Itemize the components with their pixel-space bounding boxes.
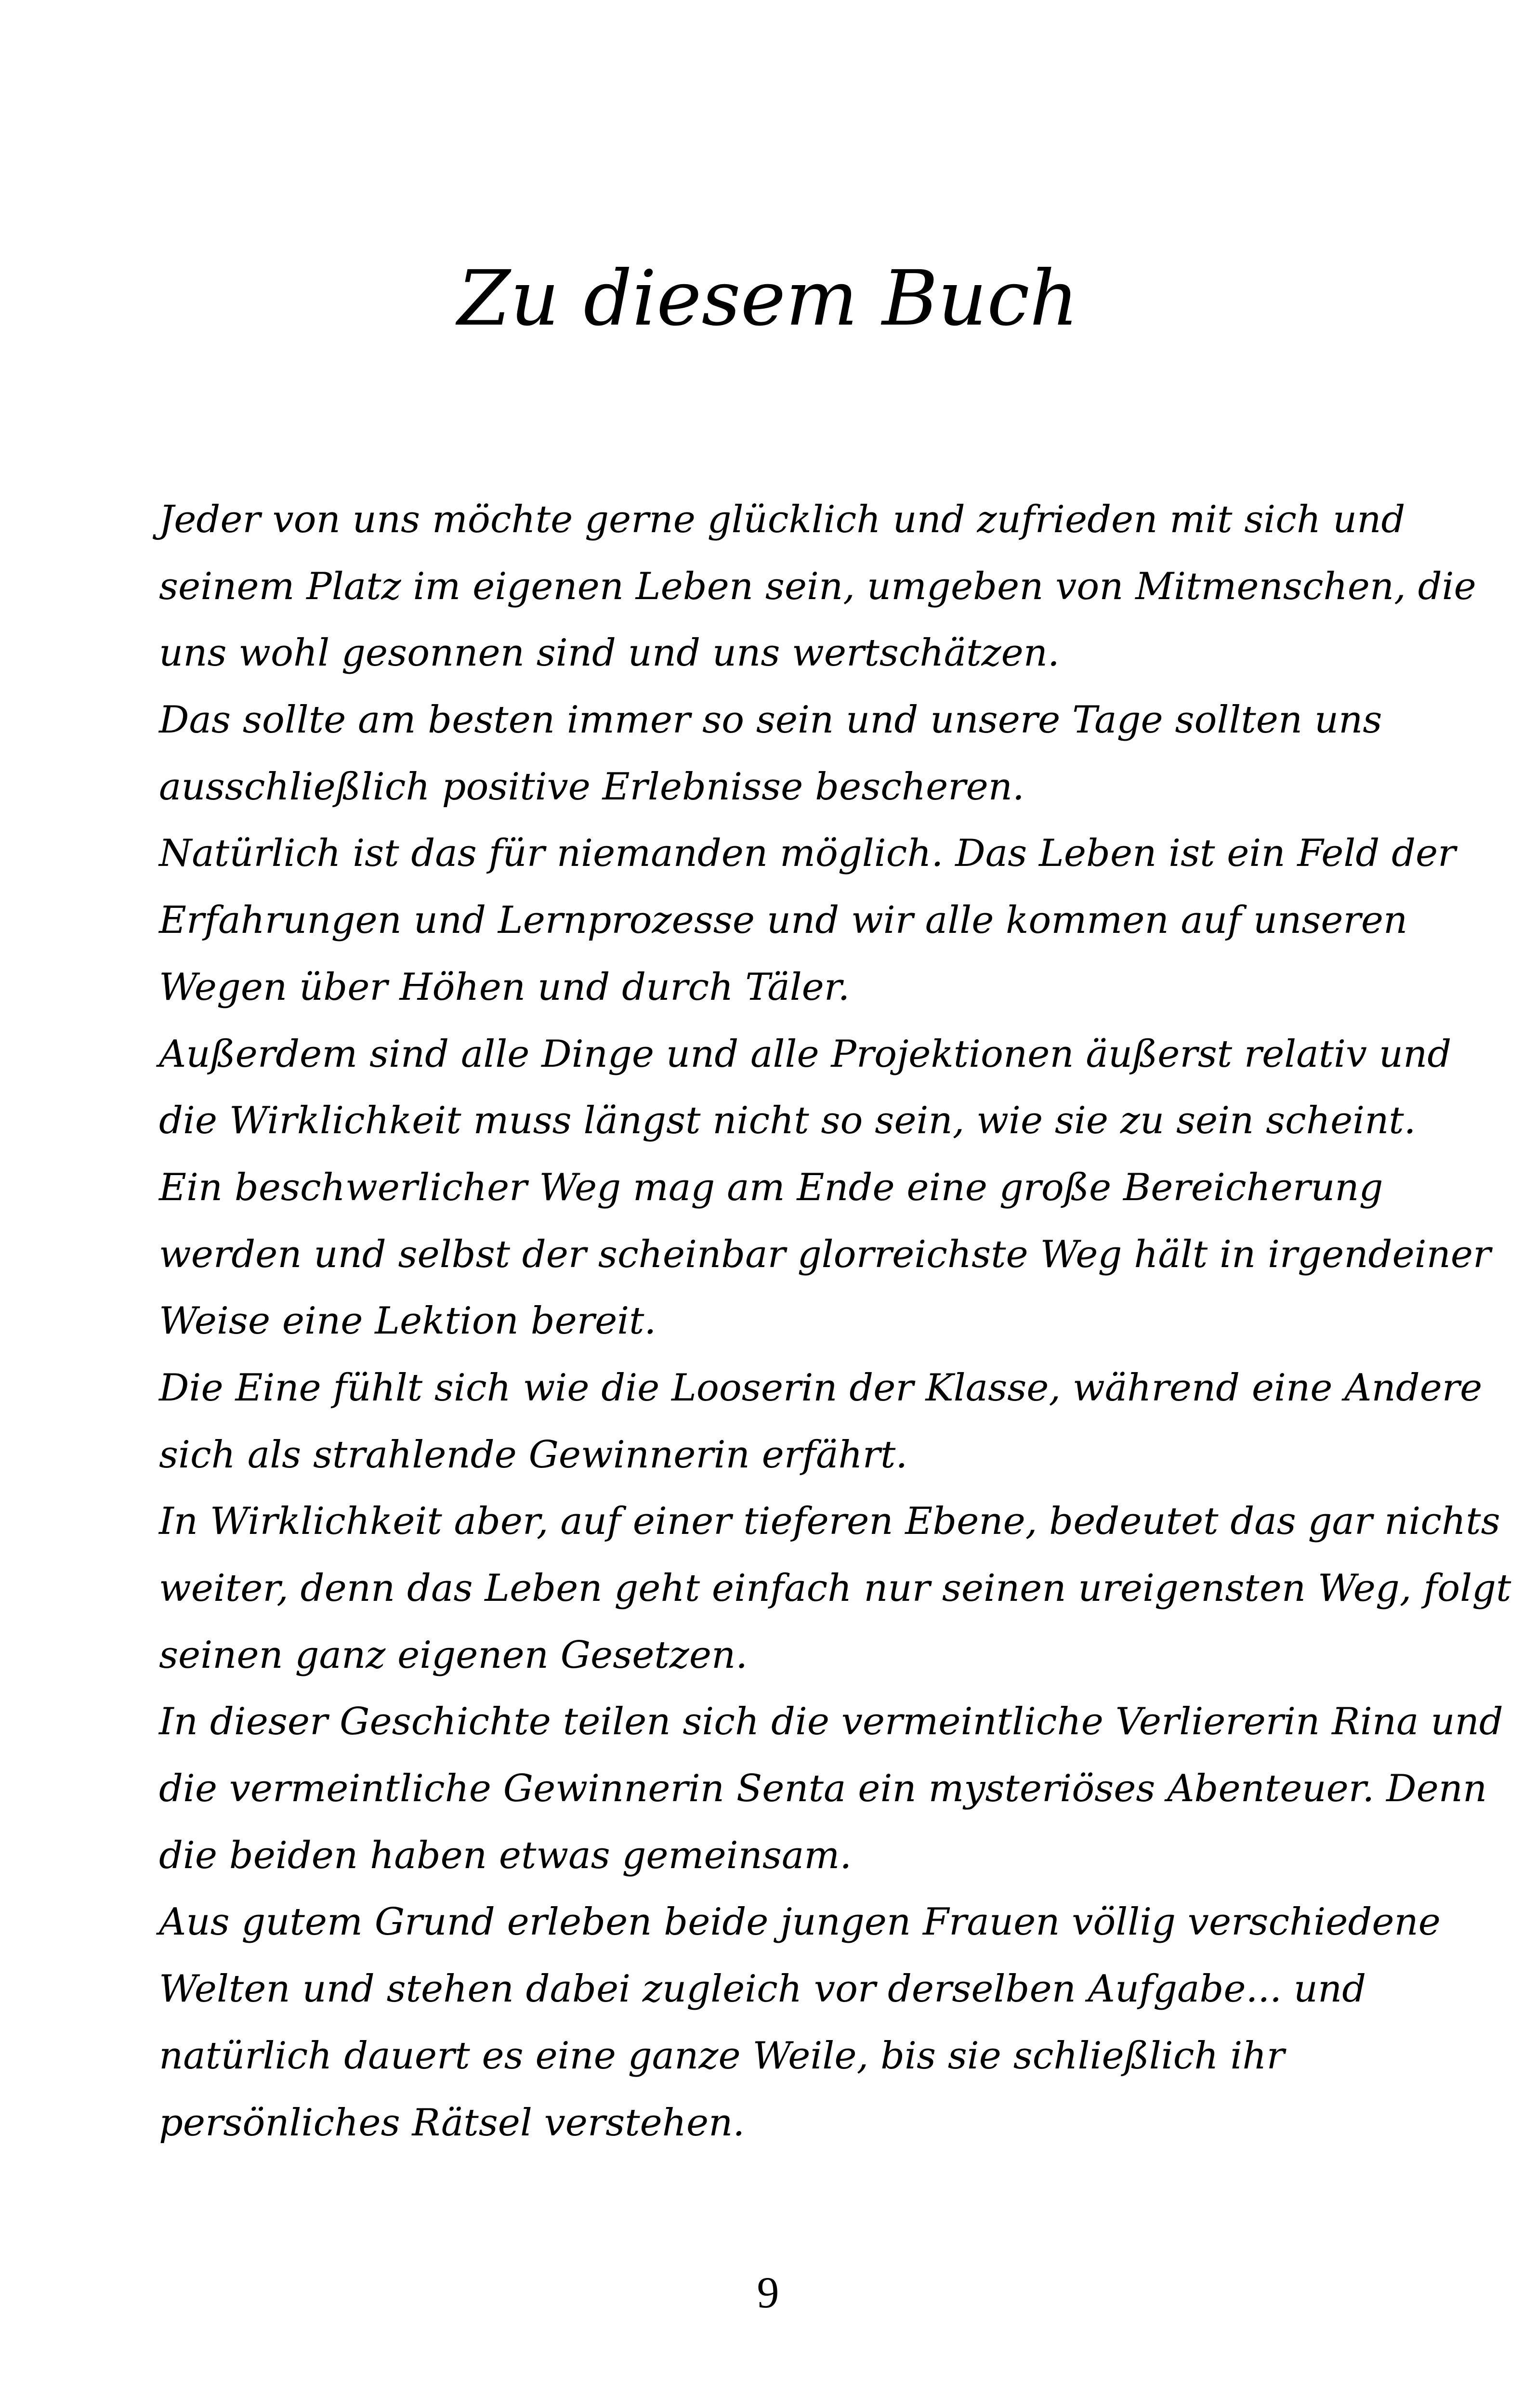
text-line: persönliches Rätsel verstehen. xyxy=(159,2101,745,2145)
text-line: sich als strahlende Gewinnerin erfährt. xyxy=(159,1433,908,1477)
body-text xyxy=(159,486,1511,2156)
page-title: Zu diesem Buch xyxy=(457,254,1079,343)
text-line: Die Eine fühlt sich wie die Looserin der Klasse, während eine Andere xyxy=(159,1366,1483,1410)
page-number: 9 xyxy=(757,2268,779,2317)
text-line: In Wirklichkeit aber, auf einer tieferen Ebene, bedeutet das gar nichts xyxy=(159,1500,1500,1544)
text-line: Erfahrungen und Lernprozesse und wir alle kommen auf unseren xyxy=(159,899,1408,942)
text-line: Weise eine Lektion bereit. xyxy=(159,1299,656,1343)
text-line: In dieser Geschichte teilen sich die vermeintliche Verliererin Rina und xyxy=(159,1700,1503,1744)
text-line: Außerdem sind alle Dinge und alle Projektionen äußerst relativ und xyxy=(159,1032,1452,1076)
text-line: natürlich dauert es eine ganze Weile, bis sie schließlich ihr xyxy=(159,2034,1285,2078)
text-line: Ein beschwerlicher Weg mag am Ende eine große Bereicherung xyxy=(159,1165,1383,1209)
text-line: Das sollte am besten immer so sein und unsere Tage sollten uns xyxy=(159,698,1382,742)
text-line: uns wohl gesonnen sind und uns wertschätzen. xyxy=(159,631,1060,675)
text-line: die vermeintliche Gewinnerin Senta ein mysteriöses Abenteuer. Denn xyxy=(159,1767,1487,1811)
text-line: Jeder von uns möchte gerne glücklich und zufrieden mit sich und xyxy=(159,498,1405,541)
text-line: die Wirklichkeit muss längst nicht so sein, wie sie zu sein scheint. xyxy=(159,1099,1416,1143)
text-line: die beiden haben etwas gemeinsam. xyxy=(159,1833,852,1877)
text-line: Wegen über Höhen und durch Täler. xyxy=(159,965,850,1009)
text-line: Aus gutem Grund erleben beide jungen Frauen völlig verschiedene xyxy=(159,1900,1441,1944)
text-line: Welten und stehen dabei zugleich vor derselben Aufgabe... und xyxy=(159,1967,1366,2011)
text-line: weiter, denn das Leben geht einfach nur seinen ureigensten Weg, folgt xyxy=(159,1567,1511,1610)
text-line: werden und selbst der scheinbar glorreichste Weg hält in irgendeiner xyxy=(159,1232,1491,1276)
text-line: ausschließlich positive Erlebnisse bescheren. xyxy=(159,765,1024,809)
text-line: Natürlich ist das für niemanden möglich. Das Leben ist ein Feld der xyxy=(159,832,1456,876)
text-line: seinem Platz im eigenen Leben sein, umgeben von Mitmenschen, die xyxy=(159,564,1476,608)
text-line: seinen ganz eigenen Gesetzen. xyxy=(159,1633,748,1677)
